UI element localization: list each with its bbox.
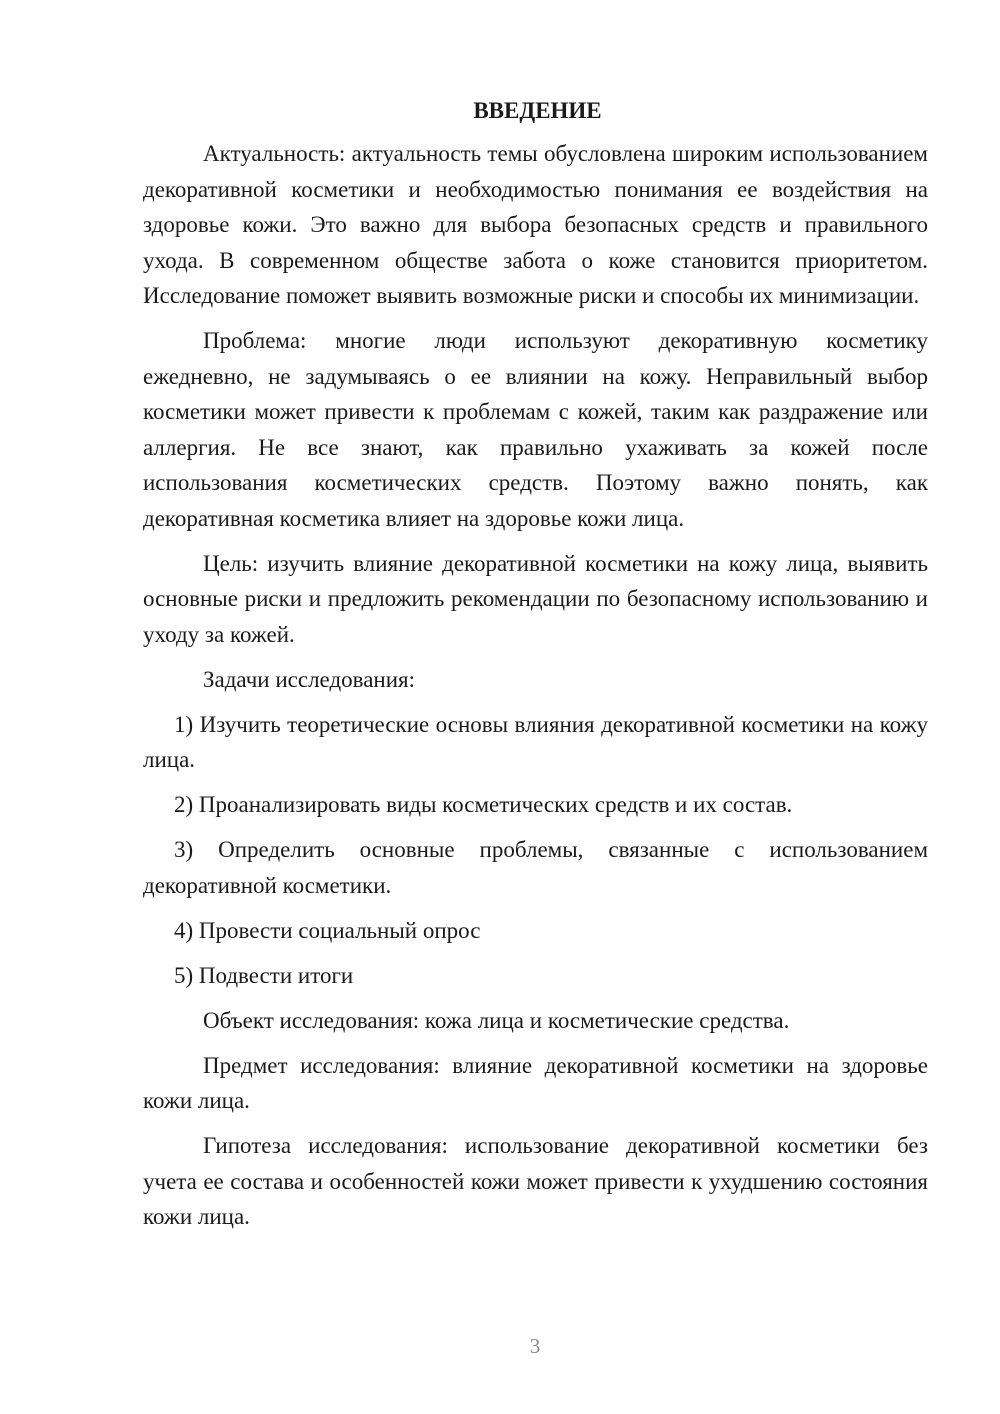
paragraph-object: Объект исследования: кожа лица и косметические средства.	[203, 1007, 790, 1033]
task-item-5: 5) Подвести итоги	[174, 962, 354, 988]
task-item-2: 2) Проанализировать виды косметических средств и их состав.	[174, 792, 793, 817]
paragraph-problem: Проблема: многие люди используют декоративную косметику ежедневно, не задумываясь о ее влиянии на кожу. Неправильный выбор косметики может привести к проблемам с кожей, таким как раздражение или аллергия. Не все знают, как правильно ухаживать за кожей после использования косметических средств. Поэтому важно понять, как декоративная косметика влияет на здоровье кожи лица.	[143, 328, 928, 531]
task-item-1: 1) Изучить теоретические основы влияния декоративной косметики на кожу лица.	[143, 711, 928, 772]
paragraph-hypothesis: Гипотеза исследования: использование декоративной косметики без учета ее состава и особенностей кожи может привести к ухудшению состояния кожи лица.	[143, 1133, 928, 1229]
section-title: ВВЕДЕНИЕ	[473, 98, 602, 123]
paragraph-subject: Предмет исследования: влияние декоративной косметики на здоровье кожи лица.	[143, 1052, 928, 1113]
paragraph-goal: Цель: изучить влияние декоративной косметики на кожу лица, выявить основные риски и предложить рекомендации по безопасному использованию и уходу за кожей.	[143, 550, 928, 647]
paragraph-relevance: Актуальность: актуальность темы обусловлена широким использованием декоративной косметики и необходимостью понимания ее воздействия на здоровье кожи. Это важно для выбора безопасных средств и правильного ухода. В современном обществе забота о коже становится приоритетом. Исследование поможет выявить возможные риски и способы их минимизации.	[143, 141, 928, 308]
page-number: 3	[529, 1334, 541, 1358]
paragraph-tasks-heading: Задачи исследования:	[203, 666, 416, 692]
task-item-3: 3) Определить основные проблемы, связанные с использованием декоративной косметики.	[143, 837, 928, 898]
page-content	[143, 94, 928, 1244]
task-item-4: 4) Провести социальный опрос	[174, 917, 481, 943]
